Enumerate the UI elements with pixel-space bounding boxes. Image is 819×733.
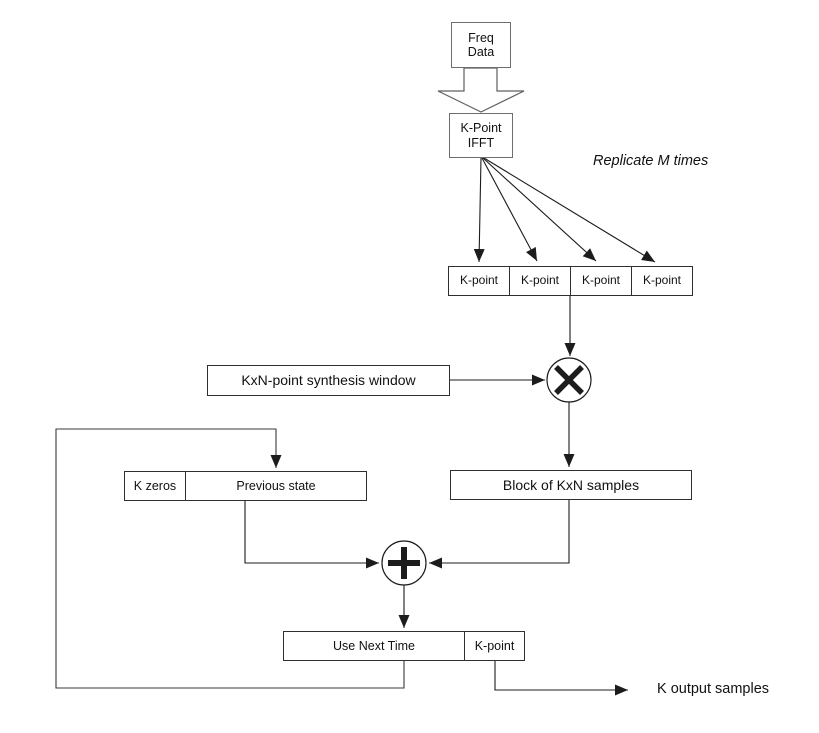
ifft-line1: K-Point	[460, 121, 502, 136]
freq-data-line1: Freq	[468, 30, 494, 45]
output-samples-label: K output samples	[657, 681, 770, 697]
previous-state-cell: Previous state	[185, 472, 366, 500]
use-next-time-cell: Use Next Time	[333, 638, 415, 653]
multiply-icon	[547, 358, 591, 402]
k-zeros-cell: K zeros	[133, 478, 177, 493]
kpoint-cell: K-point	[459, 273, 499, 288]
arrow-block-to-add	[429, 500, 569, 563]
synthesis-window-box: KxN-point synthesis window	[207, 365, 450, 396]
arrow-output	[495, 661, 628, 690]
kpoint-output-cell: K-point	[464, 632, 524, 660]
kpoint-cell: K-point	[631, 267, 692, 295]
ifft-box	[449, 113, 513, 158]
block-arrow-down-icon	[438, 68, 524, 112]
freq-data-line2: Data	[467, 45, 495, 59]
block-of-samples-box: Block of KxN samples	[450, 470, 692, 500]
kpoint-row	[448, 266, 693, 296]
replicate-fan-arrows	[479, 158, 655, 262]
ifft-line2: IFFT	[467, 135, 495, 150]
kpoint-cell: K-point	[570, 267, 631, 295]
arrow-state-to-add	[245, 501, 379, 563]
kpoint-cell: K-point	[509, 267, 570, 295]
state-box	[124, 471, 367, 501]
freq-data-box	[451, 22, 511, 68]
add-icon	[382, 541, 426, 585]
use-next-time-box	[283, 631, 525, 661]
replicate-note: Replicate M times	[593, 153, 709, 169]
